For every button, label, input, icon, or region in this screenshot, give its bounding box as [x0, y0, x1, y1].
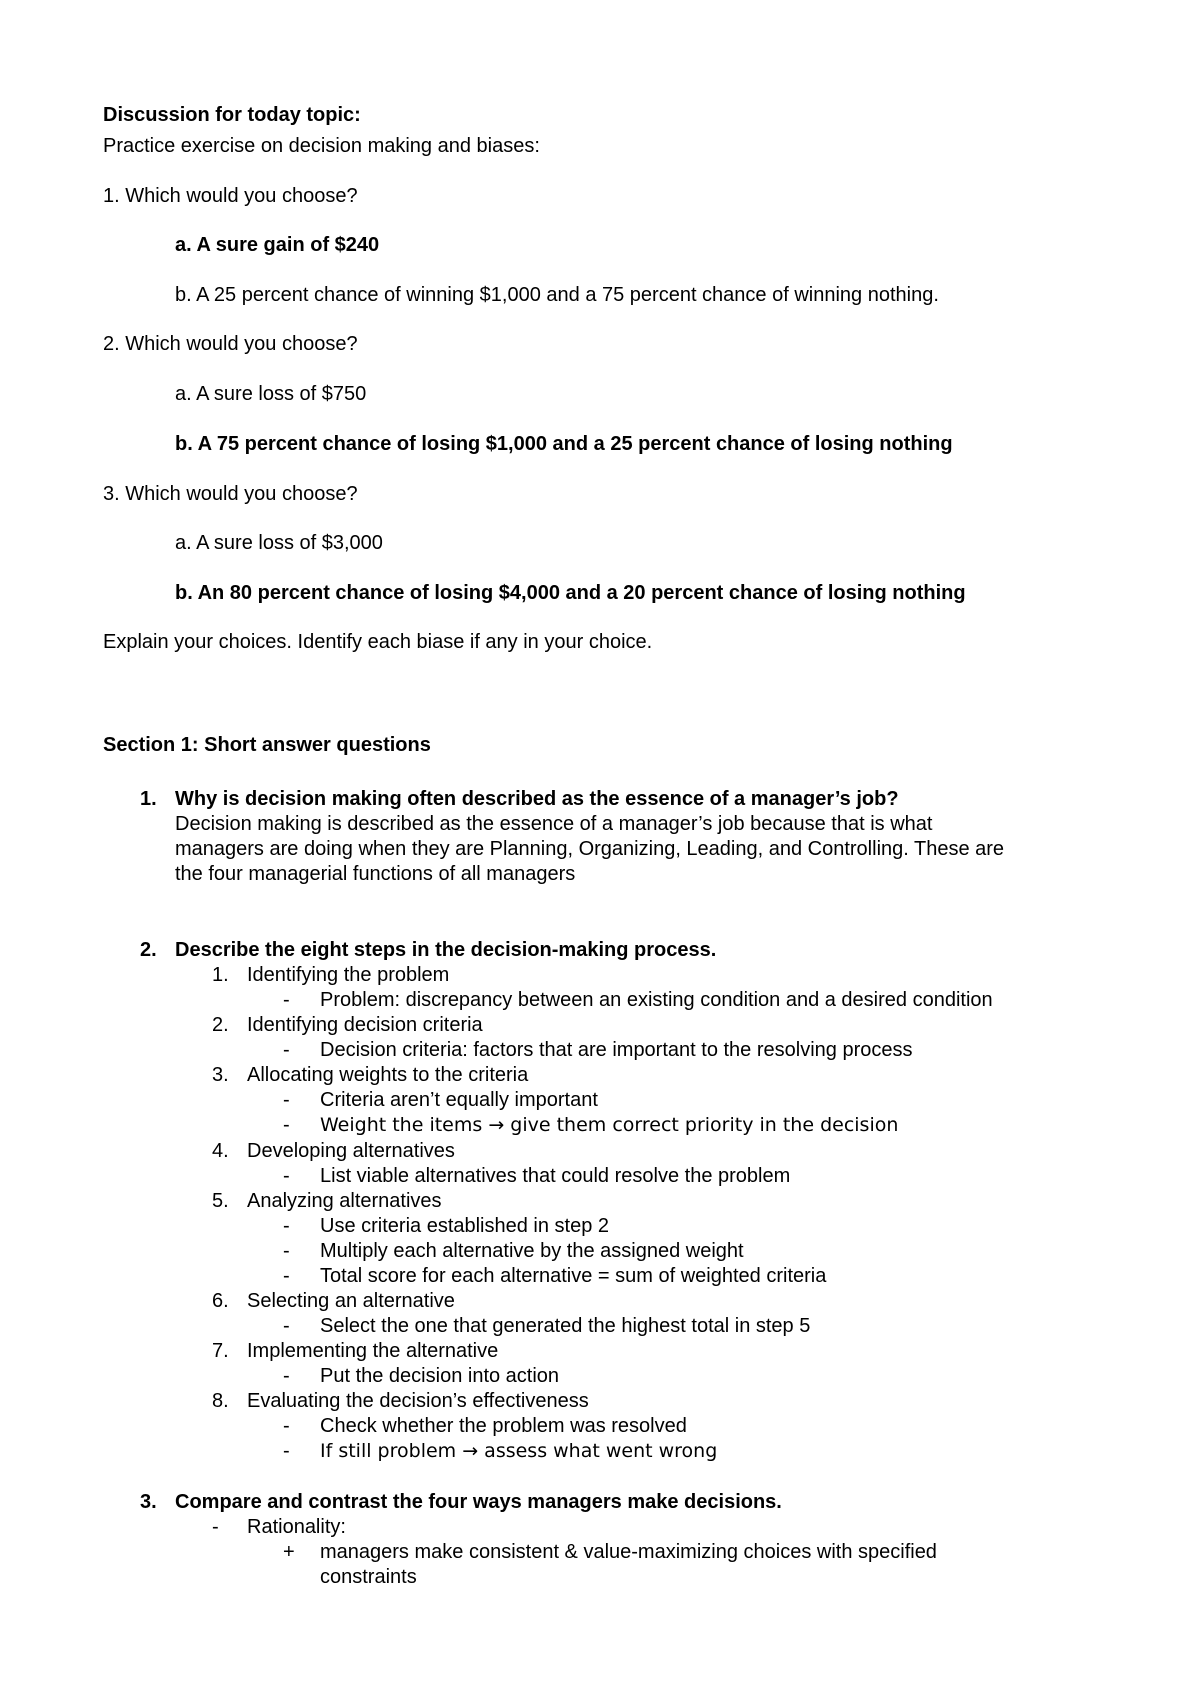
exercise-question-3: 3. Which would you choose?	[103, 483, 358, 505]
step-title: Identifying decision criteria	[247, 1014, 483, 1036]
exercise-question-2: 2. Which would you choose?	[103, 333, 358, 355]
dash-bullet: -	[283, 1089, 290, 1111]
exercise-q3-option-a: a. A sure loss of $3,000	[175, 532, 383, 554]
rationality-note-line-1: managers make consistent & value-maximizing choices with specified	[320, 1541, 937, 1563]
discussion-intro: Practice exercise on decision making and biases:	[103, 135, 540, 157]
step-number: 8.	[212, 1390, 229, 1412]
exercise-q3-option-b: b. An 80 percent chance of losing $4,000 and a 20 percent chance of losing nothing	[175, 582, 966, 604]
exercise-q1-option-a: a. A sure gain of $240	[175, 234, 380, 256]
question-number-1: 1.	[140, 788, 157, 810]
exercise-q2-option-a: a. A sure loss of $750	[175, 383, 367, 405]
plus-bullet: +	[283, 1541, 295, 1563]
dash-bullet: -	[283, 1365, 290, 1387]
step-title: Implementing the alternative	[247, 1340, 499, 1362]
step-note: If still problem → assess what went wrong	[320, 1440, 718, 1462]
dash-bullet: -	[283, 1265, 290, 1287]
dash-bullet: -	[283, 1215, 290, 1237]
step-note: Multiply each alternative by the assigned weight	[320, 1240, 744, 1262]
step-title: Evaluating the decision’s effectiveness	[247, 1390, 589, 1412]
step-note: Weight the items → give them correct priority in the decision	[320, 1114, 899, 1136]
step-number: 4.	[212, 1140, 229, 1162]
step-note: Put the decision into action	[320, 1365, 560, 1387]
rationality-label: Rationality:	[247, 1516, 346, 1538]
step-note: Total score for each alternative = sum of weighted criteria	[320, 1265, 827, 1287]
step-note: Select the one that generated the highest total in step 5	[320, 1315, 811, 1337]
dash-bullet: -	[283, 1415, 290, 1437]
dash-bullet: -	[283, 1165, 290, 1187]
step-number: 2.	[212, 1014, 229, 1036]
discussion-closing: Explain your choices. Identify each biase if any in your choice.	[103, 631, 653, 653]
dash-bullet: -	[283, 1440, 290, 1462]
question-number-3: 3.	[140, 1491, 157, 1513]
question-2-text: Describe the eight steps in the decision-making process.	[175, 939, 717, 961]
question-3-text: Compare and contrast the four ways managers make decisions.	[175, 1491, 782, 1513]
step-number: 3.	[212, 1064, 229, 1086]
step-title: Identifying the problem	[247, 964, 450, 986]
question-1-text: Why is decision making often described as the essence of a manager’s job?	[175, 788, 899, 810]
dash-bullet: -	[283, 1315, 290, 1337]
step-note: Decision criteria: factors that are important to the resolving process	[320, 1039, 913, 1061]
answer-1-line-2: managers are doing when they are Planning, Organizing, Leading, and Controlling. These are	[175, 838, 1005, 860]
step-note: Check whether the problem was resolved	[320, 1415, 687, 1437]
step-number: 1.	[212, 964, 229, 986]
answer-1-line-3: the four managerial functions of all managers	[175, 863, 576, 885]
question-number-2: 2.	[140, 939, 157, 961]
step-note: Use criteria established in step 2	[320, 1215, 610, 1237]
dash-bullet: -	[283, 1240, 290, 1262]
step-note: List viable alternatives that could resolve the problem	[320, 1165, 791, 1187]
answer-1-line-1: Decision making is described as the essence of a manager’s job because that is what	[175, 813, 933, 835]
step-note: Problem: discrepancy between an existing condition and a desired condition	[320, 989, 993, 1011]
discussion-heading: Discussion for today topic:	[103, 104, 361, 126]
exercise-q1-option-b: b. A 25 percent chance of winning $1,000 and a 75 percent chance of winning nothing.	[175, 284, 939, 306]
step-title: Analyzing alternatives	[247, 1190, 442, 1212]
step-title: Developing alternatives	[247, 1140, 455, 1162]
section-heading: Section 1: Short answer questions	[103, 734, 431, 756]
step-number: 5.	[212, 1190, 229, 1212]
exercise-q2-option-b: b. A 75 percent chance of losing $1,000 and a 25 percent chance of losing nothing	[175, 433, 953, 455]
dash-bullet: -	[212, 1516, 219, 1538]
step-title: Selecting an alternative	[247, 1290, 455, 1312]
step-number: 7.	[212, 1340, 229, 1362]
dash-bullet: -	[283, 989, 290, 1011]
rationality-note-line-2: constraints	[320, 1566, 417, 1588]
dash-bullet: -	[283, 1039, 290, 1061]
dash-bullet: -	[283, 1114, 290, 1136]
exercise-question-1: 1. Which would you choose?	[103, 185, 358, 207]
step-title: Allocating weights to the criteria	[247, 1064, 529, 1086]
step-number: 6.	[212, 1290, 229, 1312]
step-note: Criteria aren’t equally important	[320, 1089, 598, 1111]
